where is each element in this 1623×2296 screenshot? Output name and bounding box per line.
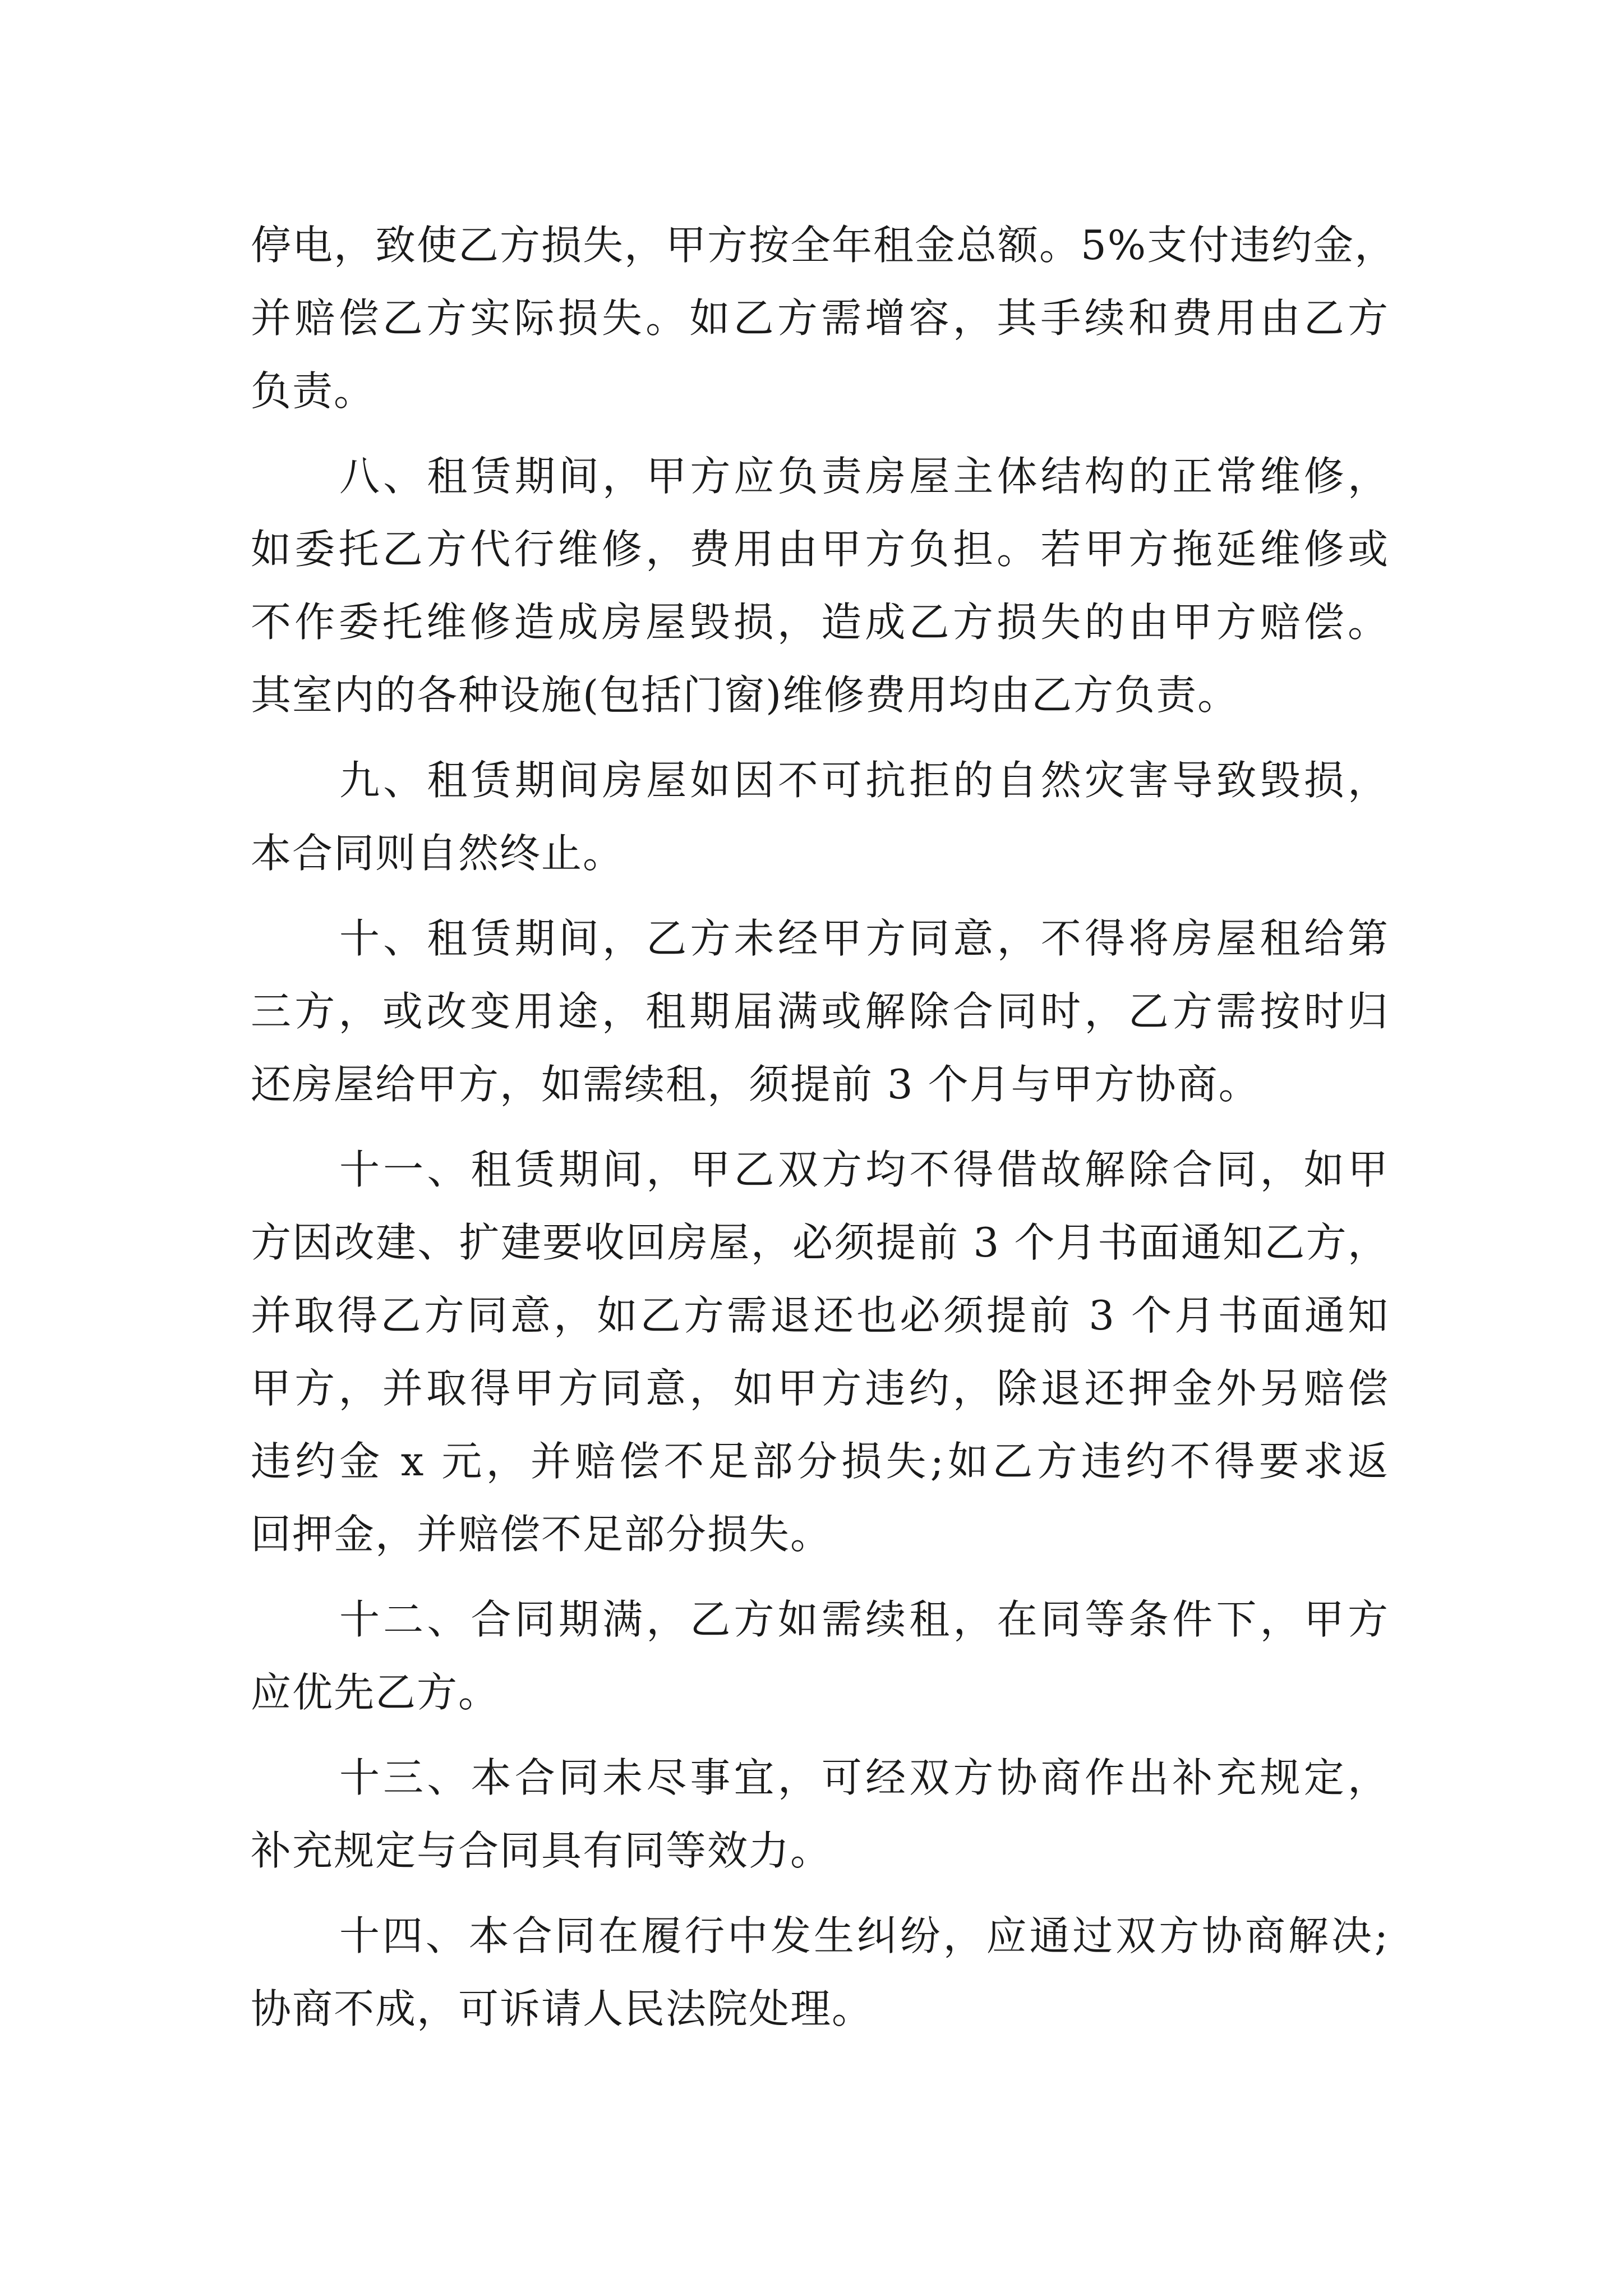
text-line: 协商不成，可诉请人民法院处理。 [251,1985,874,2032]
paragraph [251,744,1389,890]
text-line: 十、租赁期间，乙方未经甲方同意，不得将房屋租给第 [339,915,1389,962]
text-line: 停电，致使乙方损失，甲方按全年租金总额。5%支付违约金， [251,222,1396,269]
text-line: 负责。 [251,367,376,415]
document-body [251,209,1396,2058]
text-line: 十一、租赁期间，甲乙双方均不得借故解除合同，如甲 [339,1146,1389,1193]
text-line: 还房屋给甲方，如需续租，须提前 3 个月与甲方协商。 [251,1061,1260,1108]
text-line: 三方，或改变用途，租期届满或解除合同时，乙方需按时归 [251,988,1389,1035]
text-line: 方因改建、扩建要收回房屋，必须提前 3 个月书面通知乙方， [251,1219,1389,1266]
paragraph [251,1741,1389,1887]
paragraph [251,902,1389,1121]
paragraph [251,1133,1389,1571]
text-line: 补充规定与合同具有同等效力。 [251,1827,832,1874]
text-line: 甲方，并取得甲方同意，如甲方违约，除退还押金外另赔偿 [251,1365,1389,1412]
paragraph [251,1583,1389,1729]
text-line: 十三、本合同未尽事宜，可经双方协商作出补充规定， [339,1754,1389,1801]
paragraph [251,1899,1389,2045]
text-line: 如委托乙方代行维修，费用由甲方负担。若甲方拖延维修或 [251,526,1389,573]
paragraph [251,209,1396,427]
text-line: 九、租赁期间房屋如因不可抗拒的自然灾害导致毁损， [339,757,1389,804]
text-line: 并取得乙方同意，如乙方需退还也必须提前 3 个月书面通知 [251,1292,1389,1339]
text-line: 回押金，并赔偿不足部分损失。 [251,1511,832,1558]
text-line: 本合同则自然终止。 [251,830,625,877]
text-line: 不作委托维修造成房屋毁损，造成乙方损失的由甲方赔偿。 [251,599,1389,646]
text-line: 并赔偿乙方实际损失。如乙方需增容，其手续和费用由乙方 [251,295,1389,342]
text-line: 八、租赁期间，甲方应负责房屋主体结构的正常维修， [339,453,1389,500]
text-line: 十二、合同期满，乙方如需续租，在同等条件下，甲方 [339,1596,1389,1643]
text-line: 十四、本合同在履行中发生纠纷，应通过双方协商解决; [339,1912,1389,1959]
text-line: 其室内的各种设施(包括门窗)维修费用均由乙方负责。 [251,671,1239,719]
paragraph [251,440,1389,731]
text-line: 应优先乙方。 [251,1669,500,1716]
text-line: 违约金 x 元，并赔偿不足部分损失;如乙方违约不得要求返 [251,1438,1389,1485]
